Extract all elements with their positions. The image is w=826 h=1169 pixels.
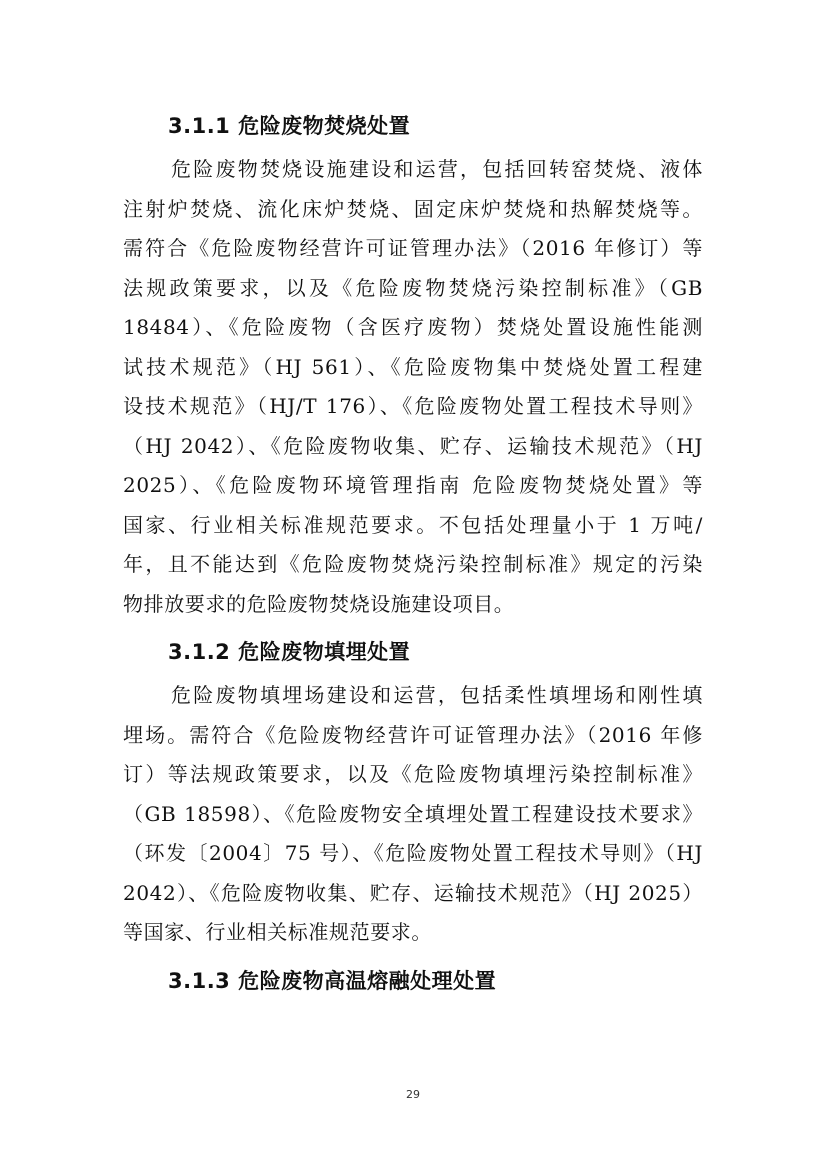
body-line: （环发〔2004〕75 号）、《危险废物处置工程技术导则》（HJ	[123, 841, 703, 865]
body-line: （HJ 2042）、《危险废物收集、贮存、运输技术规范》（HJ	[123, 433, 703, 458]
page-number: 29	[406, 1088, 420, 1101]
body-line: 设技术规范》（HJ/T 176）、《危险废物处置工程技术导则》	[123, 394, 703, 418]
body-line: 埋场。需符合《危险废物经营许可证管理办法》（2016 年修	[123, 722, 703, 747]
page-content	[123, 108, 703, 999]
section-3-1-2-body	[123, 676, 703, 953]
body-line: 国家、行业相关标准规范要求。不包括处理量小于 1 万吨/	[123, 512, 703, 537]
body-line: 2025）、《危险废物环境管理指南 危险废物焚烧处置》等	[123, 473, 703, 497]
body-line: 等国家、行业相关标准规范要求。	[123, 920, 432, 944]
body-line: 需符合《危险废物经营许可证管理办法》（2016 年修订）等	[123, 236, 703, 260]
body-line: 危险废物填埋场建设和运营，包括柔性填埋场和刚性填	[171, 683, 703, 707]
body-line: （GB 18598）、《危险废物安全填埋处置工程建设技术要求》	[123, 801, 703, 826]
body-line: 订）等法规政策要求，以及《危险废物填埋污染控制标准》	[123, 762, 703, 786]
section-heading-3-1-2: 3.1.2 危险废物填埋处置	[168, 640, 411, 664]
body-line: 注射炉焚烧、流化床炉焚烧、固定床炉焚烧和热解焚烧等。	[123, 196, 703, 221]
body-line: 危险废物焚烧设施建设和运营，包括回转窑焚烧、液体	[171, 157, 703, 181]
section-heading-3-1-1: 3.1.1 危险废物焚烧处置	[168, 114, 411, 138]
body-line: 试技术规范》（HJ 561）、《危险废物集中焚烧处置工程建	[123, 354, 703, 379]
body-line: 18484）、《危险废物（含医疗废物）焚烧处置设施性能测	[123, 315, 703, 339]
section-3-1-1-body	[123, 150, 703, 624]
body-line: 法规政策要求，以及《危险废物焚烧污染控制标准》（GB	[123, 275, 703, 300]
body-line: 年，且不能达到《危险废物焚烧污染控制标准》规定的污染	[123, 552, 703, 576]
section-heading-3-1-3: 3.1.3 危险废物高温熔融处理处置	[168, 968, 497, 993]
body-line: 2042）、《危险废物收集、贮存、运输技术规范》（HJ 2025）	[123, 880, 703, 905]
body-line: 物排放要求的危险废物焚烧设施建设项目。	[123, 591, 515, 616]
